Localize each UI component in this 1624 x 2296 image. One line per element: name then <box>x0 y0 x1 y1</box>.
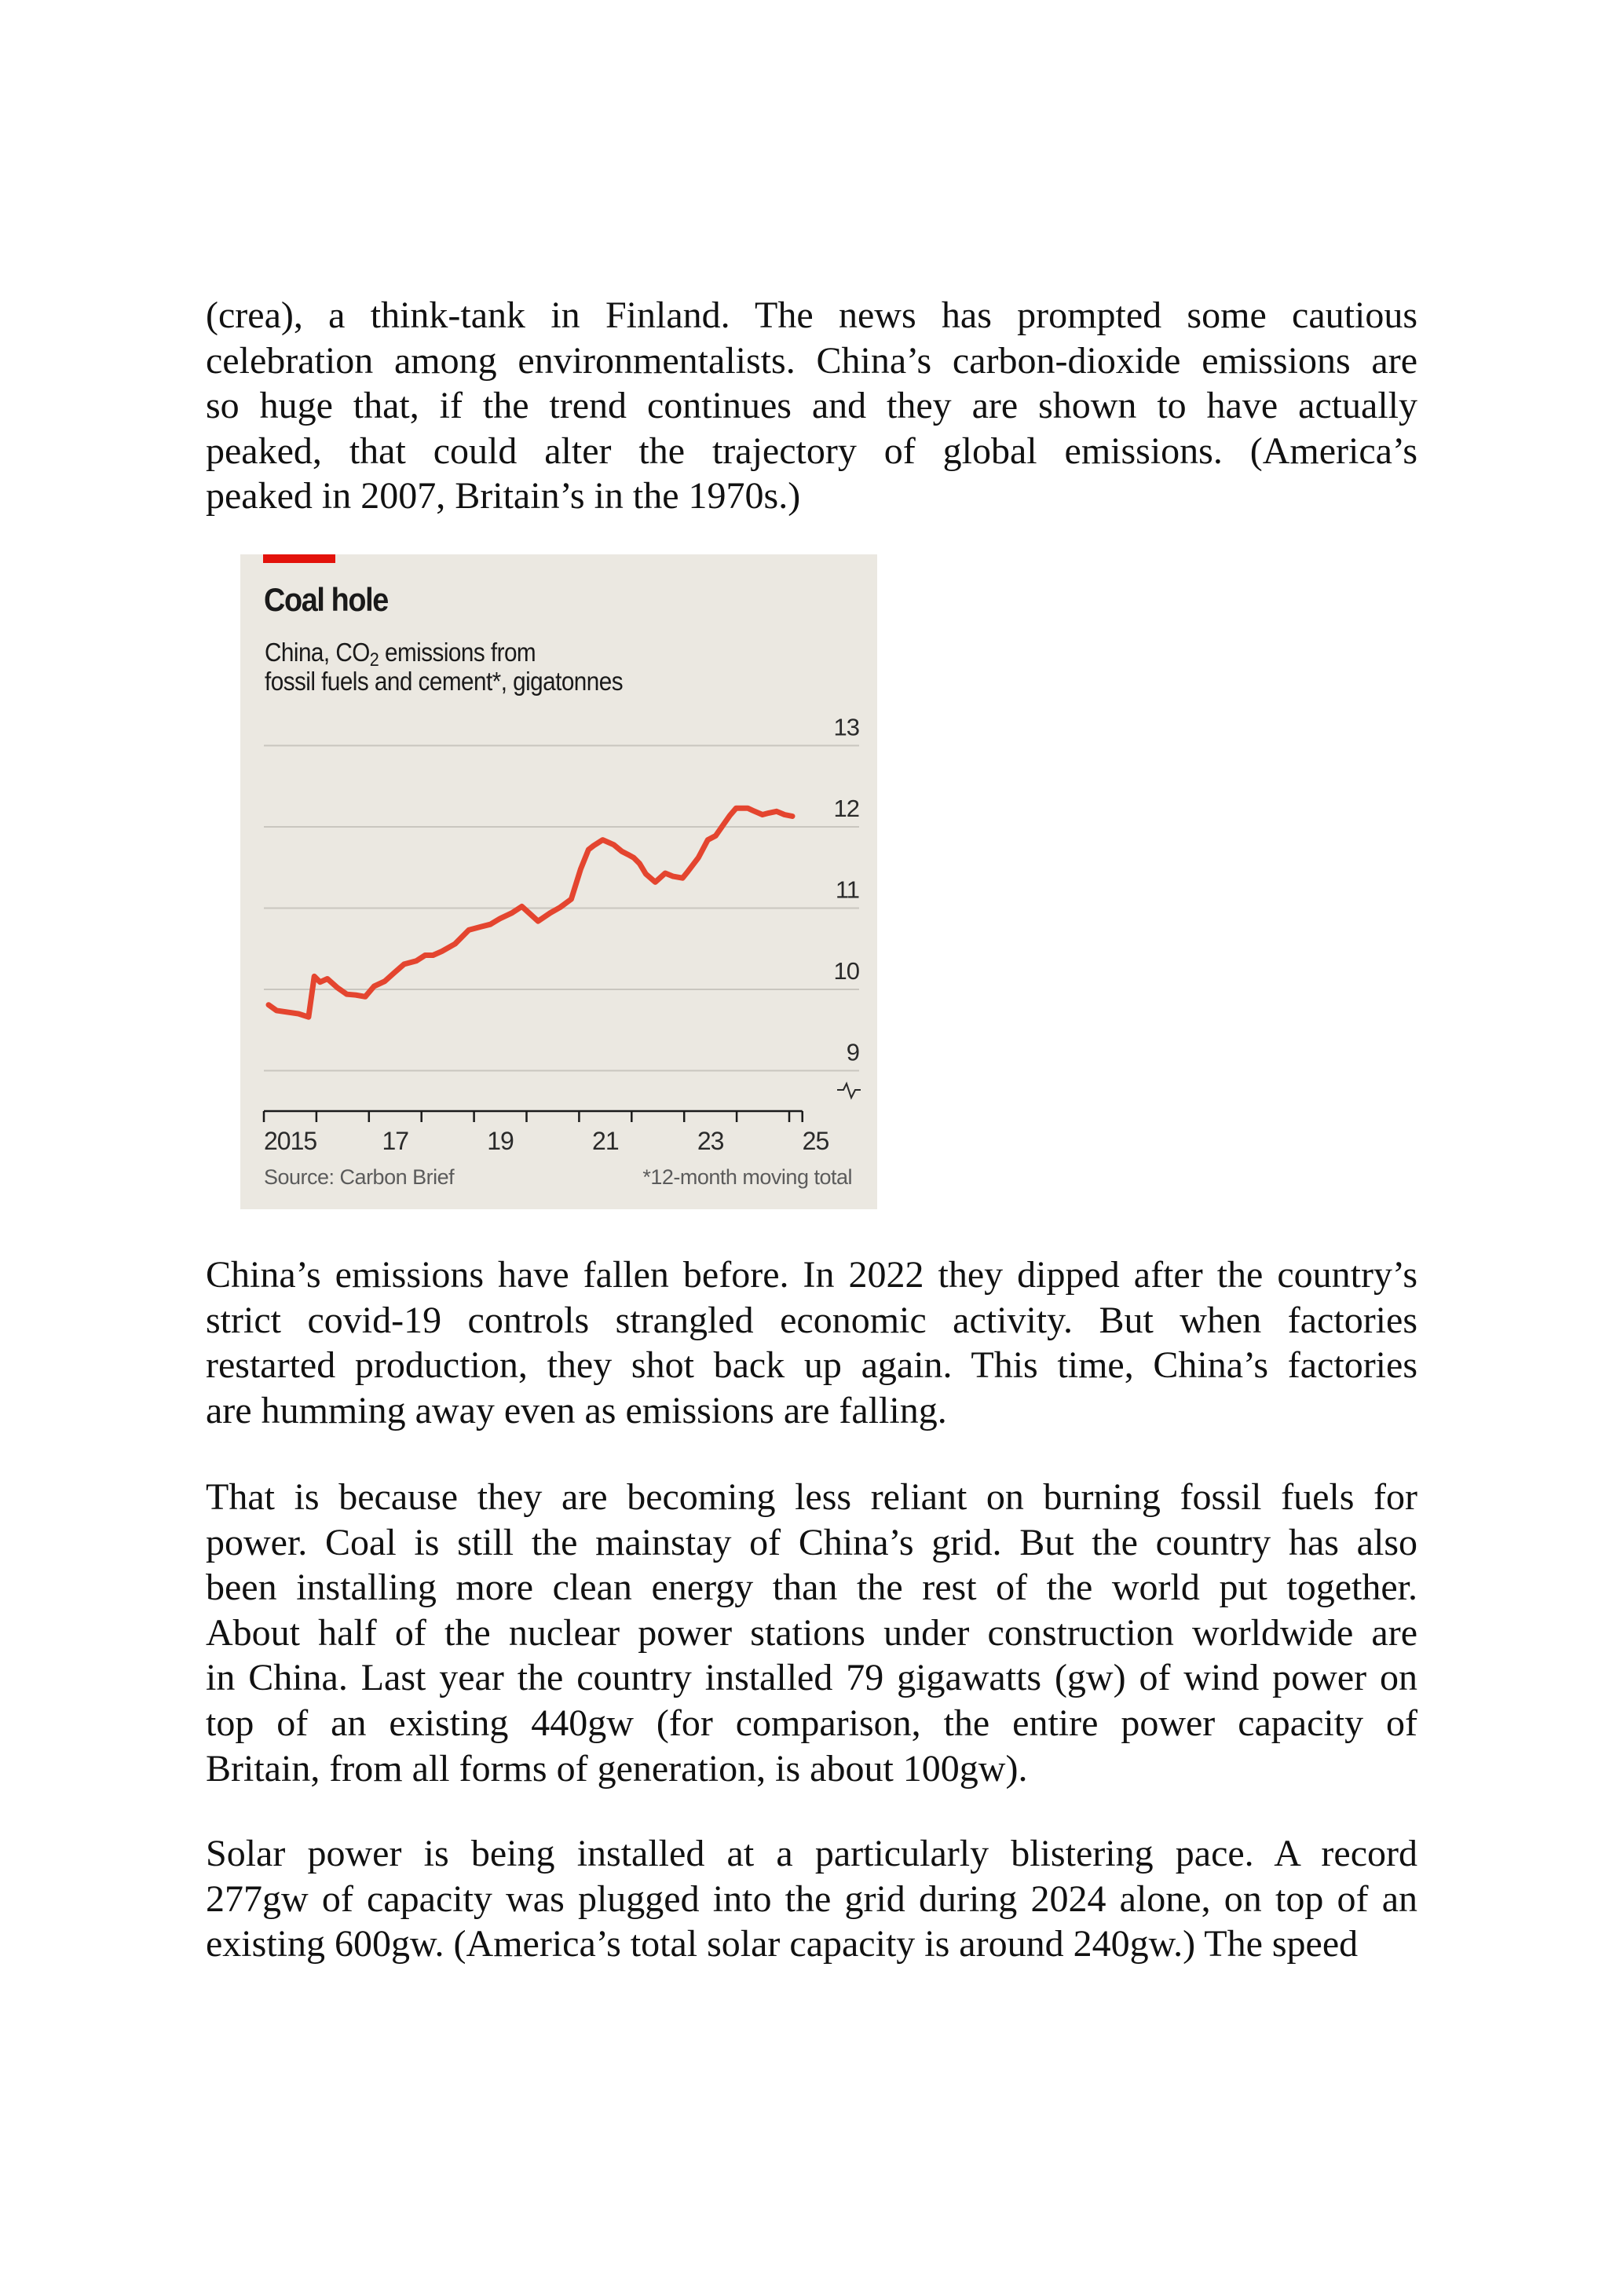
text-line: restarted production, they shot back up again. This time, China’s factories <box>206 1344 1417 1387</box>
y-tick-label: 11 <box>835 876 859 904</box>
chart-coal-hole <box>240 554 877 1209</box>
chart-subtitle-subscript: 2 <box>369 649 379 671</box>
text-line: existing 600gw. (America’s total solar capacity is around 240gw.) The speed <box>206 1923 1359 1965</box>
paragraph-solar <box>206 1831 1417 1967</box>
text-line: About half of the nuclear power stations under construction worldwide are <box>206 1611 1417 1654</box>
chart-subtitle-line2: fossil fuels and cement*, gigatonnes <box>265 667 624 696</box>
x-tick-label: 17 <box>382 1127 409 1155</box>
chart-subtitle-line1-pre: China, CO <box>265 638 370 667</box>
x-tick-label: 19 <box>487 1127 514 1155</box>
chart-subtitle-line1-post: emissions from <box>379 638 536 667</box>
y-tick-label: 10 <box>833 957 859 985</box>
paragraph-clean-energy <box>206 1475 1417 1791</box>
text-line: peaked in 2007, Britain’s in the 1970s.) <box>206 475 801 517</box>
y-tick-label: 12 <box>833 795 859 822</box>
y-tick-label: 9 <box>846 1038 859 1066</box>
text-line: so huge that, if the trend continues and they are shown to have actually <box>206 385 1417 427</box>
text-line: (crea), a think-tank in Finland. The news has prompted some cautious <box>206 294 1417 336</box>
text-line: been installing more clean energy than the rest of the world put together. <box>206 1567 1417 1609</box>
text-line: peaked, that could alter the trajectory of global emissions. (America’s <box>206 430 1417 472</box>
x-tick-label: 23 <box>697 1127 724 1155</box>
emissions-line <box>269 808 792 1017</box>
x-tick-label: 21 <box>592 1127 619 1155</box>
text-line: are humming away even as emissions are falling. <box>206 1389 947 1431</box>
x-tick-label: 2015 <box>264 1127 317 1155</box>
text-line: China’s emissions have fallen before. In 2022 they dipped after the country’s <box>206 1254 1417 1296</box>
chart-source: Source: Carbon Brief <box>264 1165 455 1189</box>
x-tick-label: 25 <box>802 1127 829 1155</box>
axis-break-icon <box>837 1084 861 1098</box>
text-line: top of an existing 440gw (for comparison, the entire power capacity of <box>206 1702 1417 1744</box>
text-line: Solar power is being installed at a particularly blistering pace. A record <box>206 1833 1417 1874</box>
text-line: Britain, from all forms of generation, is about 100gw). <box>206 1747 1028 1790</box>
y-tick-label: 13 <box>833 713 859 741</box>
paragraph-emissions-fallen <box>206 1252 1417 1433</box>
chart-title: Coal hole <box>264 581 388 618</box>
text-line: That is because they are becoming less reliant on burning fossil fuels for <box>206 1476 1417 1518</box>
chart-plot-area <box>240 554 877 1209</box>
text-line: power. Coal is still the mainstay of China’s grid. But the country has also <box>206 1521 1417 1563</box>
paragraph-crea <box>206 293 1417 519</box>
chart-footnote: *12-month moving total <box>642 1165 852 1189</box>
text-line: 277gw of capacity was plugged into the grid during 2024 alone, on top of an <box>206 1877 1417 1920</box>
text-line: celebration among environmentalists. China’s carbon-dioxide emissions are <box>206 339 1417 382</box>
text-line: in China. Last year the country installed 79 gigawatts (gw) of wind power on <box>206 1657 1417 1699</box>
text-line: strict covid-19 controls strangled economic activity. But when factories <box>206 1299 1417 1341</box>
